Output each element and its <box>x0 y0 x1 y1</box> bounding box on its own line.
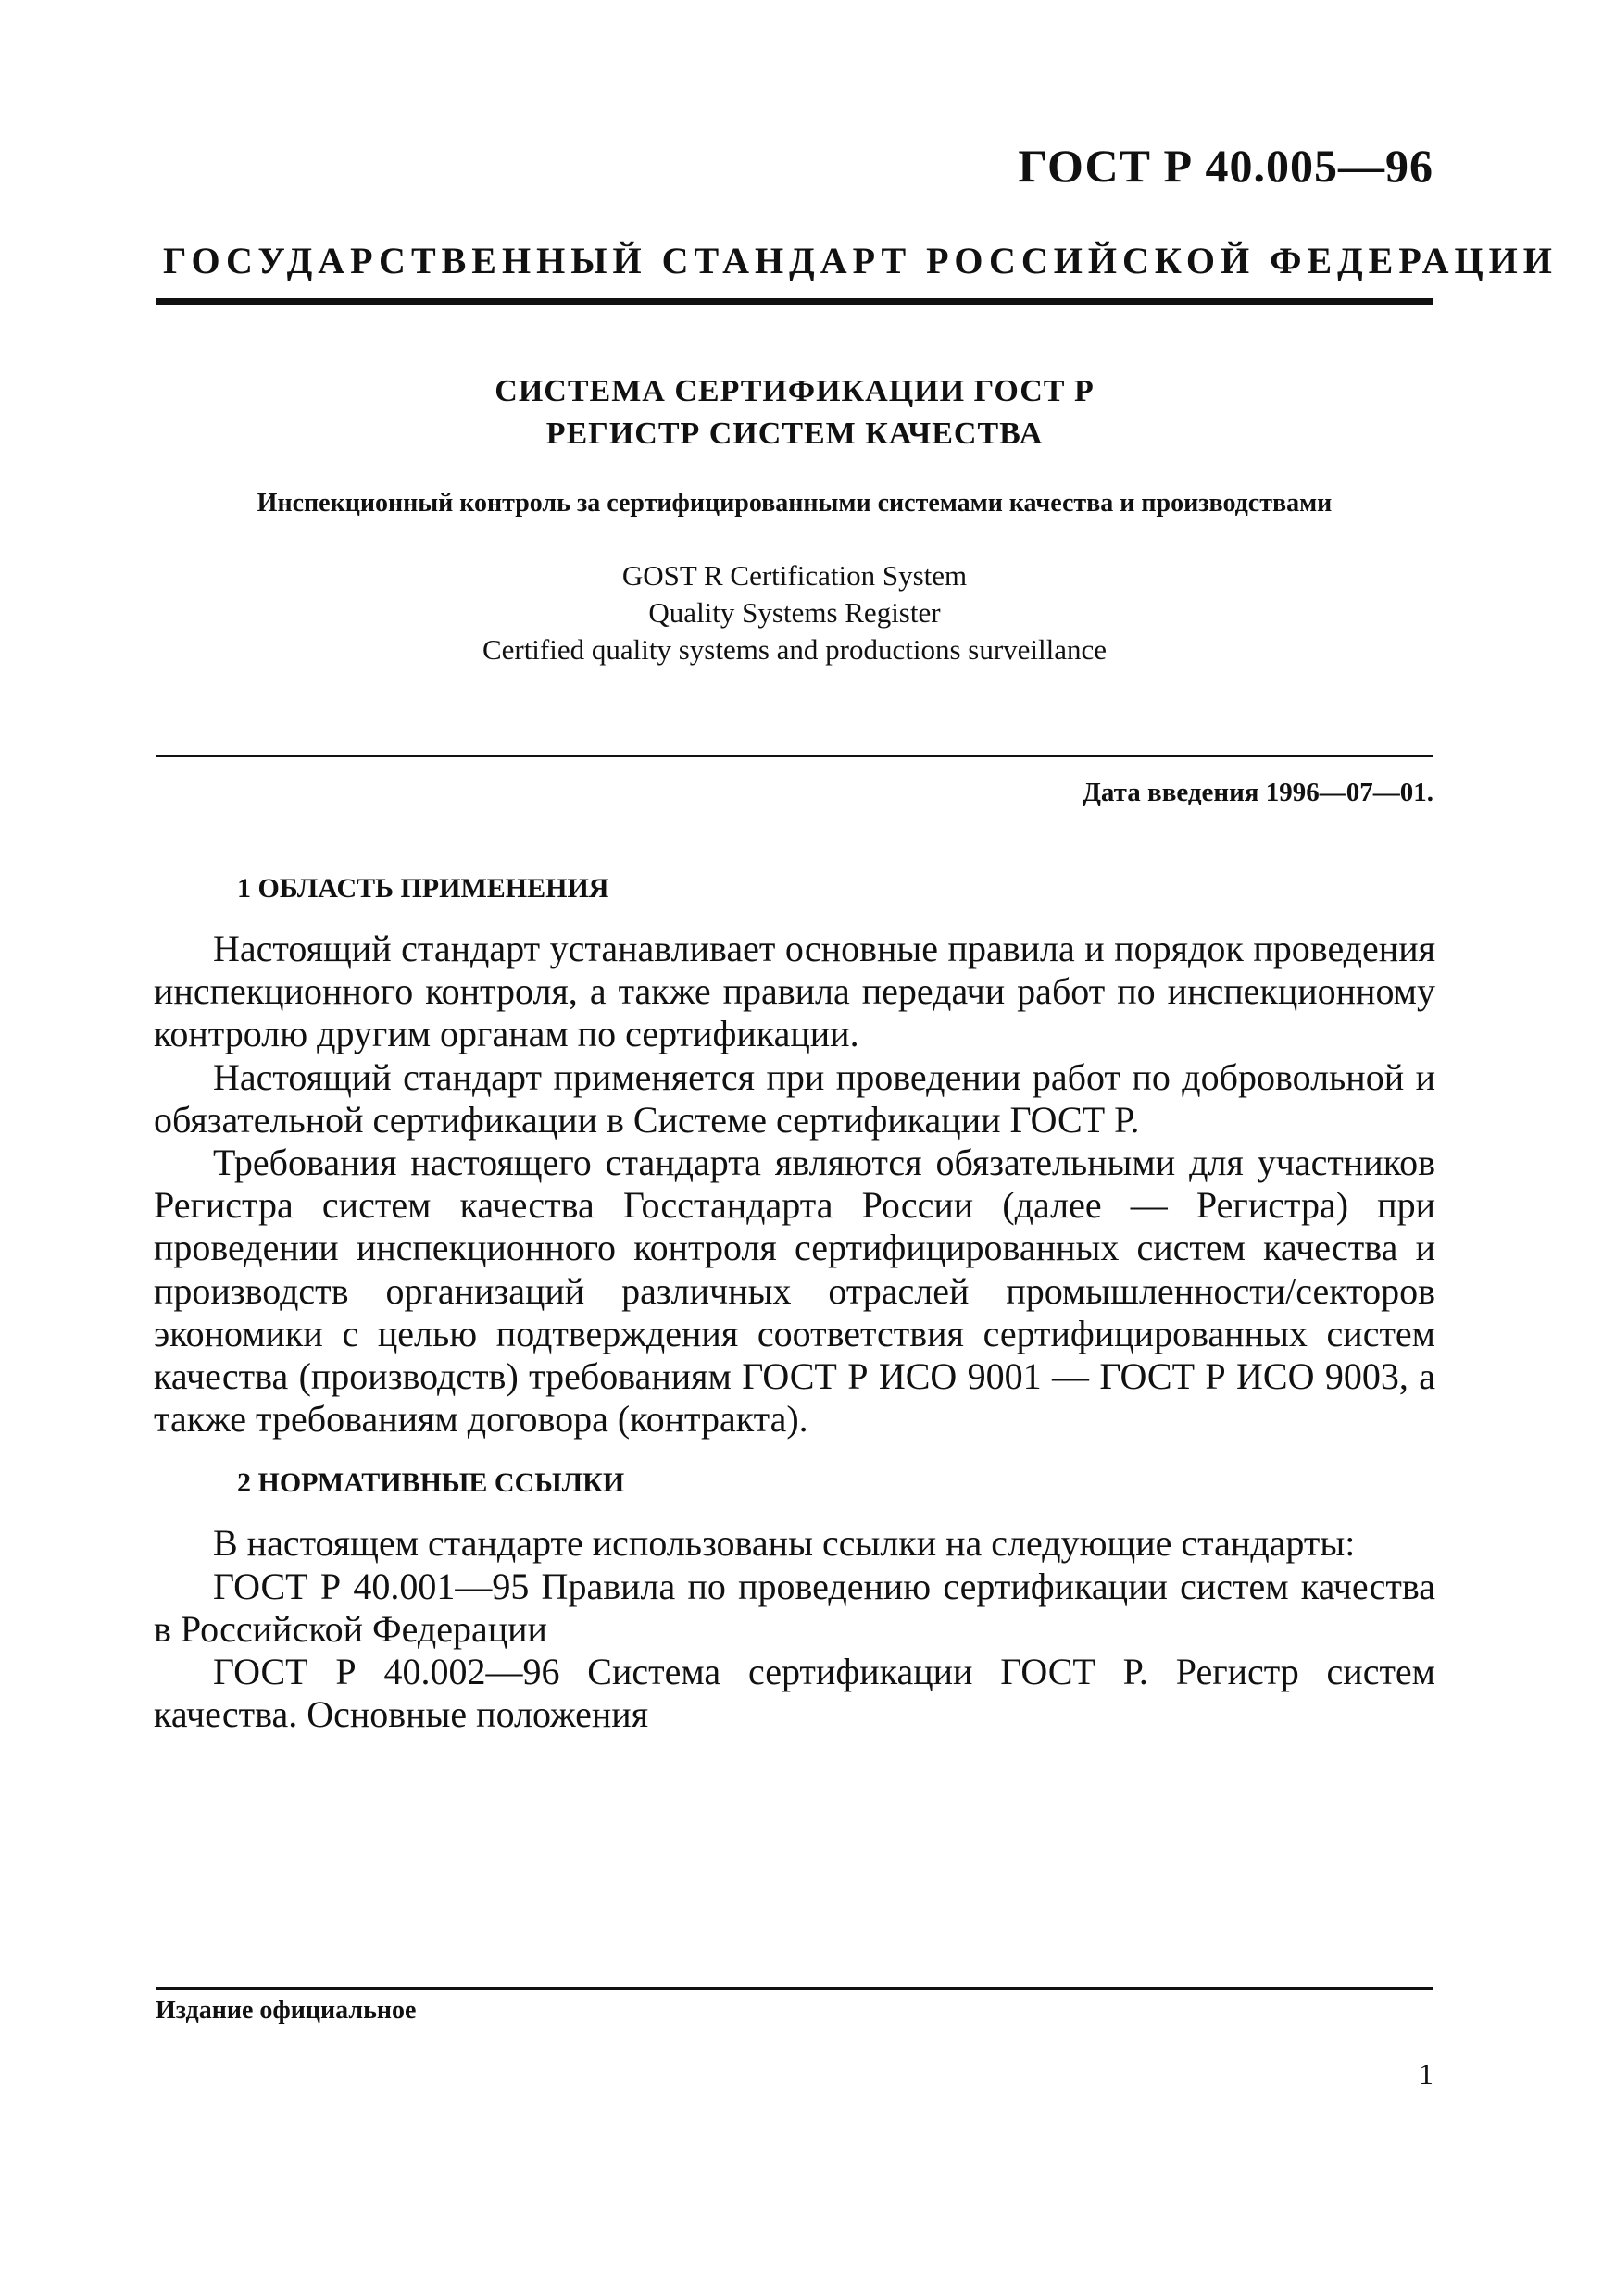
section-2-heading: 2 НОРМАТИВНЫЕ ССЫЛКИ <box>237 1467 625 1499</box>
title-line-1: СИСТЕМА СЕРТИФИКАЦИИ ГОСТ Р <box>495 374 1095 408</box>
state-standard-heading: ГОСУДАРСТВЕННЫЙ СТАНДАРТ РОССИЙСКОЙ ФЕДЕРАЦИИ <box>163 240 1558 281</box>
footer-rule <box>156 1987 1433 1990</box>
title-line-2: РЕГИСТР СИСТЕМ КАЧЕСТВА <box>545 417 1044 451</box>
english-title-line-2: Quality Systems Register <box>648 596 941 629</box>
section-1-paragraph-1: Настоящий стандарт устанавливает основные правила и порядок проведения инспекционного контроля, а также правила передачи работ по инспекционному контролю другим органам по сертификации. <box>154 928 1435 1055</box>
section-2-paragraph-1: В настоящем стандарте использованы ссылки на следующие стандарты: <box>213 1522 1356 1565</box>
introduction-date: Дата введения 1996—07—01. <box>1082 778 1433 807</box>
official-edition-label: Издание официальное <box>156 1996 417 2025</box>
document-body <box>154 870 1435 1736</box>
english-title <box>156 557 1433 668</box>
section-1-paragraph-2: Настоящий стандарт применяется при проведении работ по добровольной и обязательной сертификации в Системе сертификации ГОСТ Р. <box>154 1055 1435 1141</box>
title-block <box>156 370 1433 668</box>
english-title-line-1: GOST R Certification System <box>621 559 968 592</box>
title-rule <box>156 755 1433 757</box>
page-number: 1 <box>1419 2057 1433 2090</box>
title-subtitle: Инспекционный контроль за сертифицированными системами качества и производствами <box>257 489 1333 518</box>
document-number: ГОСТ Р 40.005—96 <box>1018 140 1433 192</box>
header-rule <box>156 298 1433 305</box>
section-1-heading: 1 ОБЛАСТЬ ПРИМЕНЕНИЯ <box>237 873 609 904</box>
english-title-line-3: Certified quality systems and productions surveillance <box>482 633 1108 666</box>
section-2-reference-1: ГОСТ Р 40.001—95 Правила по проведению сертификации систем качества в Российской Федерации <box>154 1565 1435 1650</box>
section-gap <box>154 1441 1435 1465</box>
section-2-reference-2: ГОСТ Р 40.002—96 Система сертификации ГОСТ Р. Регистр систем качества. Основные положения <box>154 1651 1435 1736</box>
section-1-paragraph-3: Требования настоящего стандарта являются обязательными для участников Регистра систем качества Госстандарта России (далее — Регистра) при проведении инспекционного контроля сертифицированных систем качества и производств организаций различных отраслей промышленности/секторов экономики с целью подтверждения соответствия сертифицированных систем качества (производств) требованиям ГОСТ Р ИСО 9001 — ГОСТ Р ИСО 9003, а также требованиям договора (контракта). <box>154 1142 1435 1441</box>
